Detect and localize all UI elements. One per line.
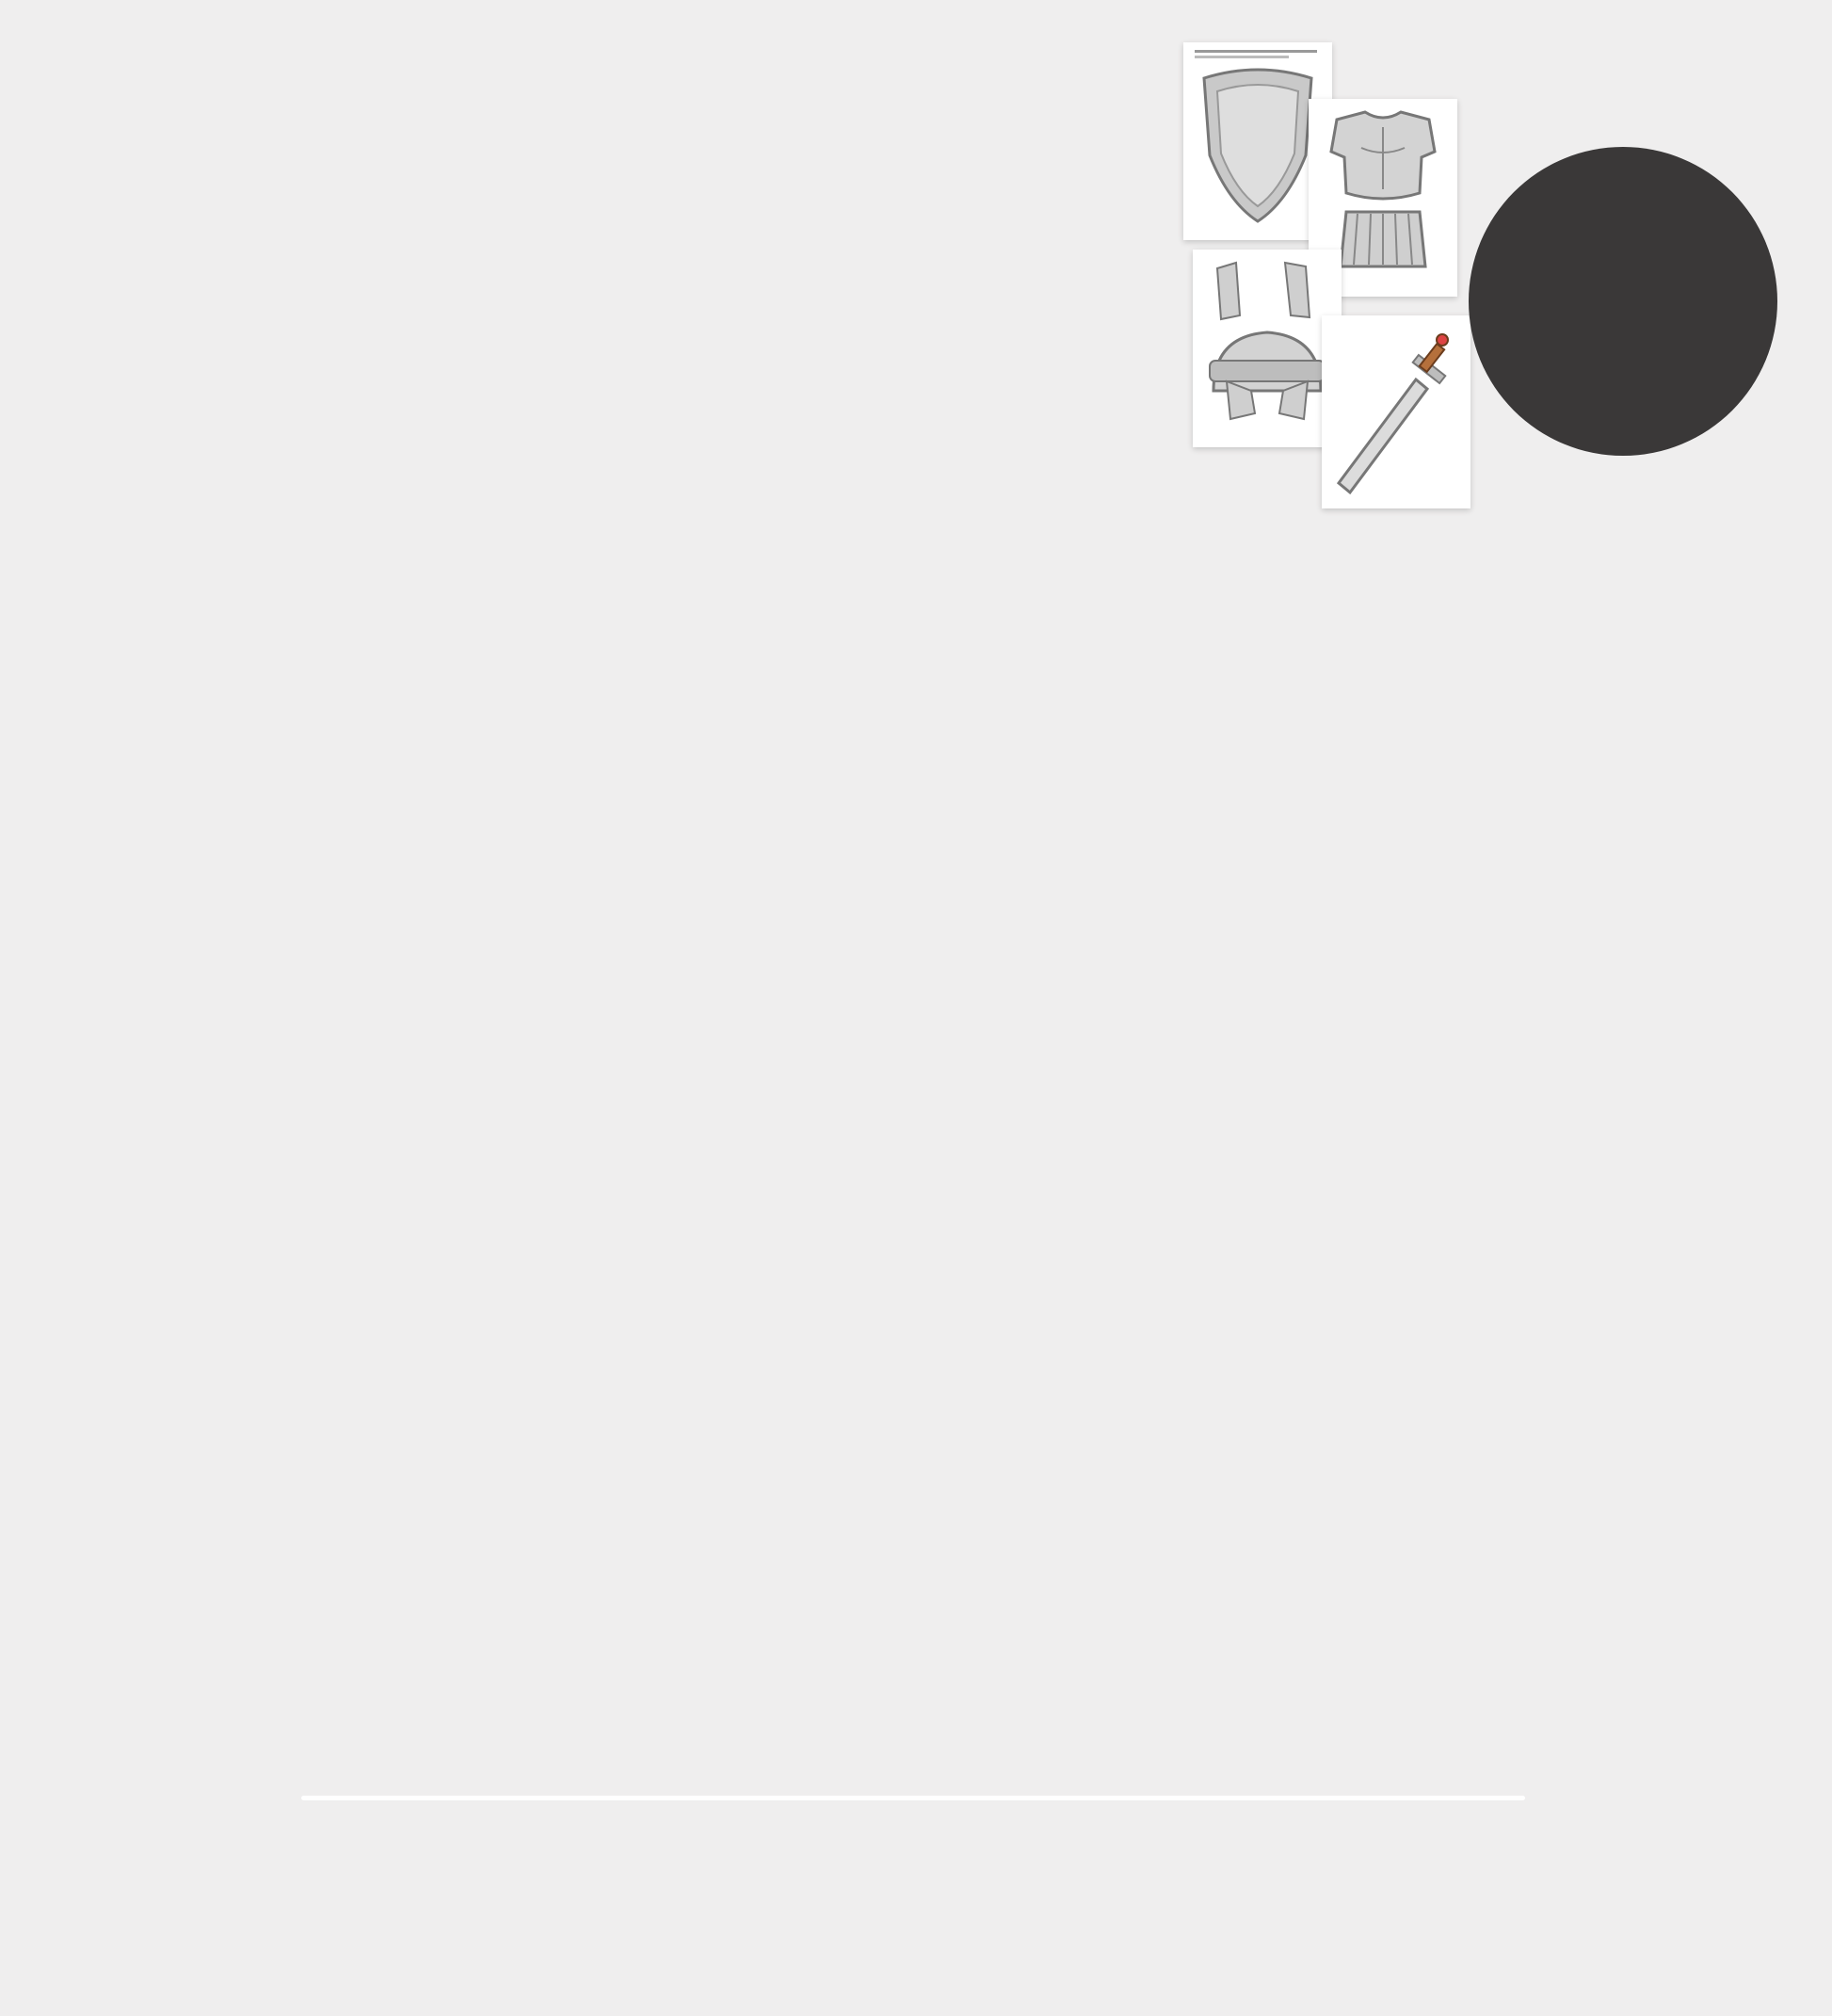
helmet-illustration [1193, 250, 1342, 447]
sword-illustration [1322, 315, 1470, 508]
divider [301, 1796, 1525, 1800]
armor-page-helmet [1193, 250, 1342, 447]
armor-page-sword [1322, 315, 1470, 508]
instant-download-badge [1469, 147, 1777, 456]
